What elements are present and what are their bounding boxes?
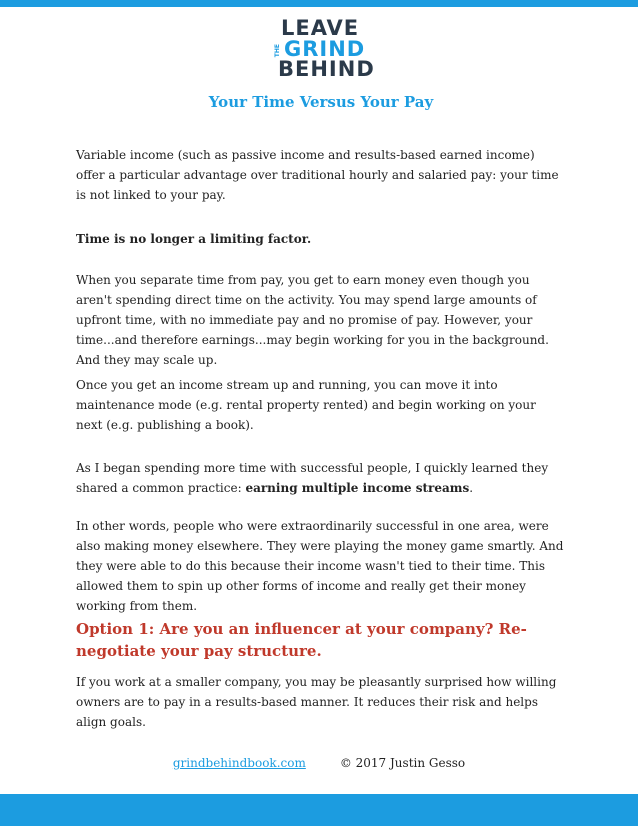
- paragraph-variable-income: Variable income (such as passive income and results-based earned income) offer a particular advantage over traditional hourly and salaried pay: your time is not linked to your pay.: [76, 148, 559, 202]
- page-footer: [0, 756, 638, 770]
- logo-behind-text: BEHIND: [278, 57, 375, 81]
- paragraph-separate-time-from-pay: When you separate time from pay, you get to earn money even though you aren't spending direct time on the activity. You may spend large amounts of upfront time, with no immediate pay and no promise of pay. However, your time...and therefore earnings...may begin working for you in the background. And they may scale up.: [76, 273, 549, 367]
- logo-leave-text: LEAVE: [281, 16, 360, 40]
- website-link[interactable]: grindbehindbook.com: [172, 756, 306, 770]
- bottom-accent-bar: [0, 794, 638, 826]
- top-accent-bar: [0, 0, 638, 7]
- paragraph-in-other-words: In other words, people who were extraordinarily successful in one area, were also making money elsewhere. They were playing the money game smartly. And they were able to do this because their income wasn't tied to their time. This allowed them to spin up other forms of income and really get their money working from them.: [76, 519, 564, 613]
- paragraph-successful-people: [76, 458, 566, 498]
- logo-grind-text: GRIND: [284, 37, 366, 61]
- paragraph-income-stream: Once you get an income stream up and running, you can move it into maintenance mode (e.g. rental property rented) and begin working on your next (e.g. publishing a book).: [76, 378, 536, 432]
- section-heading-option-1: Option 1: Are you an influencer at your company? Re-negotiate your pay structure.: [76, 620, 527, 660]
- leave-the-grind-behind-logo: [270, 16, 375, 81]
- paragraph-text-end: .: [469, 481, 474, 495]
- page-title: Your Time Versus Your Pay: [208, 93, 434, 111]
- paragraph-time-limiting-factor: Time is no longer a limiting factor.: [76, 232, 312, 246]
- logo-the-text: THE: [274, 44, 281, 58]
- copyright-text: © 2017 Justin Gesso: [339, 756, 466, 770]
- paragraph-smaller-company: If you work at a smaller company, you may be pleasantly surprised how willing owners are to pay in a results-based manner. It reduces their risk and helps align goals.: [76, 675, 557, 729]
- emphasis-multiple-income-streams: earning multiple income streams: [245, 481, 470, 495]
- paragraph-text: As I began spending more time with successful people, I quickly learned they shared a common practice:: [76, 461, 549, 495]
